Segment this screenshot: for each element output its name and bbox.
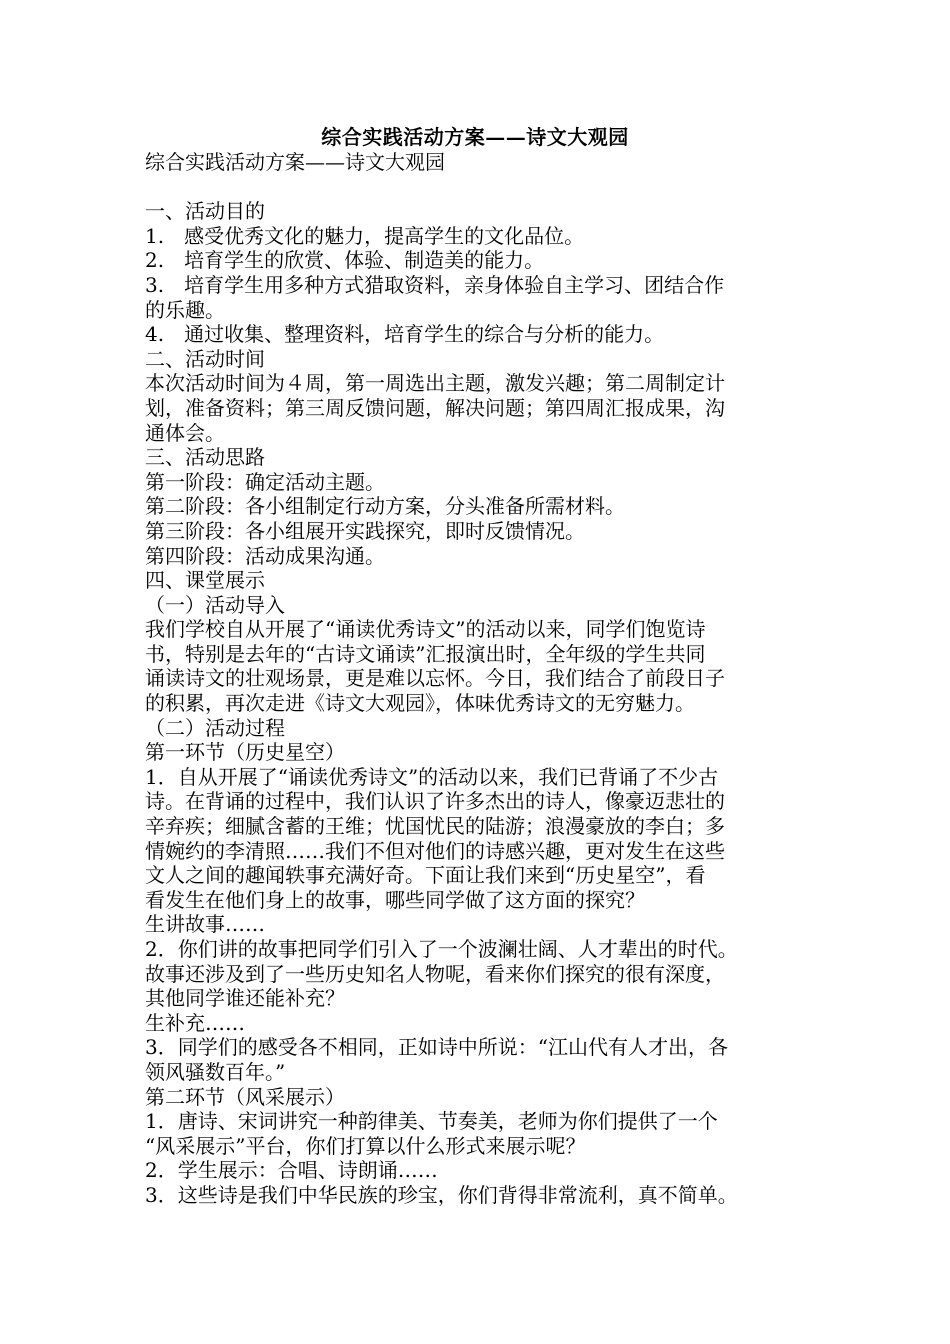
text-line: （二）活动过程 [145,715,285,740]
text-line: 第三阶段：各小组展开实践探究，即时反馈情况。 [145,518,585,543]
text-line: 的积累，再次走进《诗文大观园》，体味优秀诗文的无穷魅力。 [145,691,695,716]
text-line: 故事还涉及到了一些历史知名人物呢，看来你们探究的很有深度， [145,961,725,986]
text-line: 我们学校自从开展了“诵读优秀诗文”的活动以来，同学们饱览诗 [145,617,706,642]
text-line: 第一环节（历史星空） [145,740,345,765]
text-line: 4. 通过收集、整理资料，培育学生的综合与分析的能力。 [145,322,665,347]
text-line: 3．同学们的感受各不相同，正如诗中所说：“江山代有人才出，各 [145,1035,728,1060]
text-line: 2. 培育学生的欣赏、体验、制造美的能力。 [145,248,545,273]
text-line: 第一阶段：确定活动主题。 [145,469,385,494]
text-line: 生讲故事…… [145,912,265,937]
text-line: 一、活动目的 [145,199,265,224]
text-line: 第四阶段：活动成果沟通。 [145,543,385,568]
text-line: 本次活动时间为４周，第一周选出主题，激发兴趣；第二周制定计 [145,371,725,396]
text-line: 1. 感受优秀文化的魅力，提高学生的文化品位。 [145,223,585,248]
text-line: 辛弃疾；细腻含蓄的王维；忧国忧民的陆游；浪漫豪放的李白；多 [145,814,725,839]
text-line: 的乐趣。 [145,297,225,322]
text-line: 诗。在背诵的过程中，我们认识了许多杰出的诗人，像豪迈悲壮的 [145,789,725,814]
text-line: 诵读诗文的壮观场景，更是难以忘怀。今日，我们结合了前段日子 [145,666,725,691]
text-line [145,175,810,200]
text-line: 二、活动时间 [145,346,265,371]
text-line: 1．唐诗、宋词讲究一种韵律美、节奏美，老师为你们提供了一个 [145,1109,718,1134]
text-line: 其他同学谁还能补充？ [145,986,345,1011]
text-line: 领风骚数百年。” [145,1059,286,1084]
text-line: 3．这些诗是我们中华民族的珍宝，你们背得非常流利，真不简单。 [145,1182,738,1207]
text-line: 文人之间的趣闻轶事充满好奇。下面让我们来到“历史星空”，看 [145,863,706,888]
text-line: 生补充…… [145,1010,245,1035]
text-line: 情婉约的李清照……我们不但对他们的诗感兴趣，更对发生在这些 [145,838,725,863]
text-line: 看发生在他们身上的故事，哪些同学做了这方面的探究？ [145,887,645,912]
text-line: “风采展示”平台，你们打算以什么形式来展示呢？ [145,1133,586,1158]
text-line: 划，准备资料；第三周反馈问题，解决问题；第四周汇报成果，沟 [145,395,725,420]
text-line: （一）活动导入 [145,592,285,617]
text-line: 1．自从开展了“诵读优秀诗文”的活动以来，我们已背诵了不少古 [145,764,719,789]
text-line: 三、活动思路 [145,445,265,470]
text-line: 通体会。 [145,420,225,445]
document-body [145,150,810,1208]
document-title: 综合实践活动方案——诗文大观园 [321,125,629,149]
text-line: 第二环节（风采展示） [145,1084,345,1109]
text-line: 3. 培育学生用多种方式猎取资料，亲身体验自主学习、团结合作 [145,272,725,297]
text-line: 2．学生展示：合唱、诗朗诵…… [145,1158,438,1183]
text-line: 四、课堂展示 [145,568,265,593]
text-line: 书，特别是去年的“古诗文诵读”汇报演出时，全年级的学生共同 [145,641,706,666]
text-line: 2．你们讲的故事把同学们引入了一个波澜壮阔、人才辈出的时代。 [145,937,738,961]
text-line: 第二阶段：各小组制定行动方案，分头准备所需材料。 [145,494,625,519]
text-line: 综合实践活动方案——诗文大观园 [145,150,445,174]
